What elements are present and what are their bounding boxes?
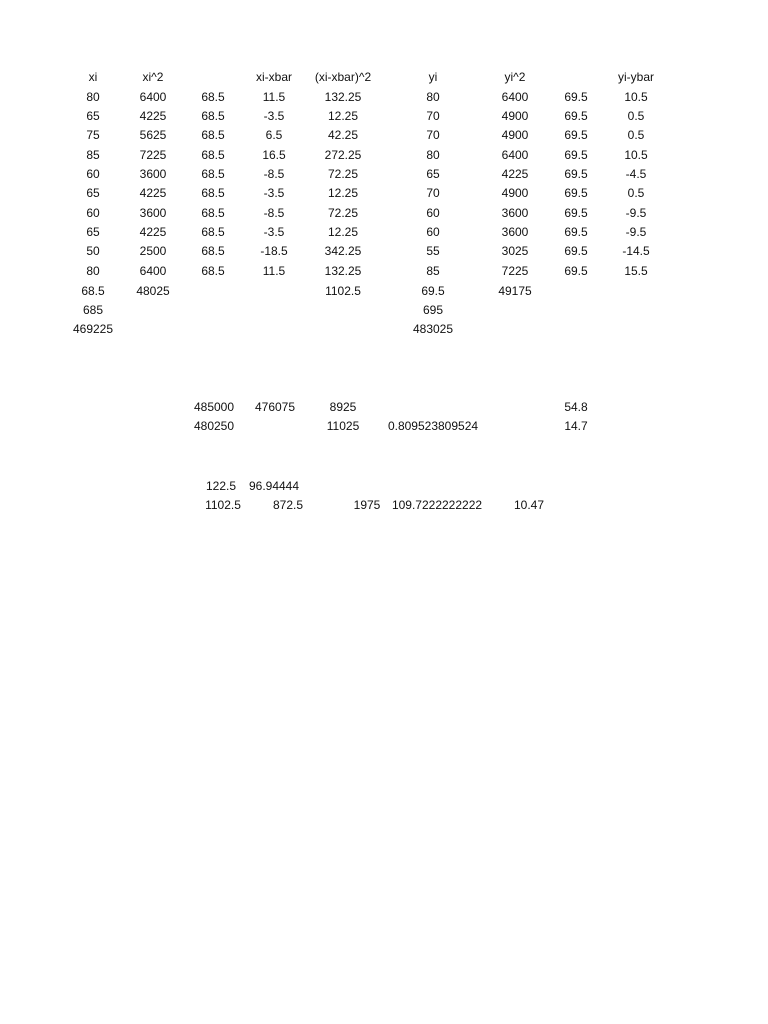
cell-xi: 80 bbox=[86, 264, 100, 278]
cell-xi: 65 bbox=[86, 109, 100, 123]
cell-xi2: 6400 bbox=[139, 264, 167, 278]
cell-xdev2: 42.25 bbox=[327, 128, 359, 142]
calc-value: 1102.5 bbox=[205, 498, 241, 512]
cell-yi: 55 bbox=[426, 244, 440, 258]
cell-xi2: 4225 bbox=[139, 186, 167, 200]
cell-xi2: 3600 bbox=[139, 167, 167, 181]
cell-xdev: -3.5 bbox=[263, 186, 285, 200]
cell-ybar: 69.5 bbox=[564, 148, 588, 162]
cell-xbar: 68.5 bbox=[201, 109, 225, 123]
y-squared-sum: 49175 bbox=[498, 284, 532, 298]
cell-xdev2: 12.25 bbox=[327, 109, 359, 123]
calc-value: 96.94444 bbox=[248, 479, 300, 493]
cell-yi2: 6400 bbox=[501, 90, 529, 104]
cell-xdev: 11.5 bbox=[262, 90, 286, 104]
cell-yi2: 4900 bbox=[501, 186, 529, 200]
cell-ybar: 69.5 bbox=[564, 167, 588, 181]
calc-value: 122.5 bbox=[205, 479, 237, 493]
cell-ybar: 69.5 bbox=[564, 225, 588, 239]
cell-xdev: -8.5 bbox=[263, 206, 285, 220]
cell-yi2: 4225 bbox=[501, 167, 529, 181]
cell-xbar: 68.5 bbox=[201, 186, 225, 200]
cell-ybar: 69.5 bbox=[564, 264, 588, 278]
header-xi-minus-xbar: xi-xbar bbox=[255, 70, 293, 84]
cell-ybar: 69.5 bbox=[564, 109, 588, 123]
cell-xdev2: 342.25 bbox=[324, 244, 362, 258]
header-yi-minus-ybar: yi-ybar bbox=[617, 70, 655, 84]
cell-ydev: 0.5 bbox=[627, 109, 645, 123]
correlation-value: 0.809523809524 bbox=[387, 419, 479, 433]
cell-yi2: 6400 bbox=[501, 148, 529, 162]
cell-xdev: -8.5 bbox=[263, 167, 285, 181]
header-yi-squared: yi^2 bbox=[504, 70, 526, 84]
header-xi: xi bbox=[88, 70, 98, 84]
cell-xi2: 7225 bbox=[139, 148, 167, 162]
cell-xdev2: 132.25 bbox=[324, 90, 362, 104]
x-sum-squared: 469225 bbox=[72, 322, 114, 336]
cell-yi: 70 bbox=[426, 186, 440, 200]
calc-value: 8925 bbox=[329, 400, 357, 414]
cell-ydev: -4.5 bbox=[625, 167, 647, 181]
cell-ydev: -9.5 bbox=[625, 206, 647, 220]
cell-xbar: 68.5 bbox=[201, 128, 225, 142]
cell-xi: 65 bbox=[86, 225, 100, 239]
cell-yi: 65 bbox=[426, 167, 440, 181]
cell-yi: 70 bbox=[426, 128, 440, 142]
cell-ydev: -14.5 bbox=[622, 244, 650, 258]
cell-xi: 75 bbox=[86, 128, 100, 142]
calc-value: 109.7222222222 bbox=[391, 498, 483, 512]
cell-ydev: 0.5 bbox=[627, 128, 645, 142]
cell-xbar: 68.5 bbox=[201, 167, 225, 181]
cell-yi2: 3600 bbox=[501, 225, 529, 239]
cell-yi: 70 bbox=[426, 109, 440, 123]
x-squared-sum: 48025 bbox=[136, 284, 170, 298]
cell-xi: 65 bbox=[86, 186, 100, 200]
cell-xi: 80 bbox=[86, 90, 100, 104]
cell-xbar: 68.5 bbox=[201, 244, 225, 258]
cell-xbar: 68.5 bbox=[201, 264, 225, 278]
cell-ybar: 69.5 bbox=[564, 186, 588, 200]
calc-value: 14.7 bbox=[564, 419, 588, 433]
cell-ydev: -9.5 bbox=[625, 225, 647, 239]
cell-ybar: 69.5 bbox=[564, 206, 588, 220]
cell-xbar: 68.5 bbox=[201, 206, 225, 220]
cell-xdev: -3.5 bbox=[263, 225, 285, 239]
cell-ybar: 69.5 bbox=[564, 244, 588, 258]
y-sum: 695 bbox=[422, 303, 444, 317]
cell-yi2: 4900 bbox=[501, 109, 529, 123]
calc-value: 872.5 bbox=[272, 498, 304, 512]
calc-value: 485000 bbox=[193, 400, 235, 414]
y-sum-squared: 483025 bbox=[412, 322, 454, 336]
cell-ydev: 10.5 bbox=[624, 148, 648, 162]
cell-yi: 60 bbox=[426, 206, 440, 220]
cell-ydev: 10.5 bbox=[624, 90, 648, 104]
calc-value: 11025 bbox=[326, 419, 360, 433]
calc-value: 1975 bbox=[353, 498, 381, 512]
cell-xdev: -3.5 bbox=[263, 109, 285, 123]
header-yi: yi bbox=[428, 70, 438, 84]
cell-xi2: 5625 bbox=[139, 128, 167, 142]
cell-ybar: 69.5 bbox=[564, 128, 588, 142]
cell-xi: 85 bbox=[86, 148, 100, 162]
cell-xi2: 4225 bbox=[139, 225, 167, 239]
cell-yi2: 7225 bbox=[501, 264, 529, 278]
cell-xi2: 3600 bbox=[139, 206, 167, 220]
cell-yi2: 3025 bbox=[501, 244, 529, 258]
cell-yi: 60 bbox=[426, 225, 440, 239]
cell-yi: 80 bbox=[426, 90, 440, 104]
cell-xdev2: 272.25 bbox=[324, 148, 362, 162]
x-deviation-squared-sum: 1102.5 bbox=[325, 284, 361, 298]
calc-value: 54.8 bbox=[564, 400, 588, 414]
cell-xdev: 16.5 bbox=[262, 148, 286, 162]
cell-xdev: -18.5 bbox=[260, 244, 288, 258]
cell-xi2: 4225 bbox=[139, 109, 167, 123]
cell-xi2: 2500 bbox=[139, 244, 167, 258]
cell-ybar: 69.5 bbox=[564, 90, 588, 104]
calc-value: 476075 bbox=[254, 400, 296, 414]
cell-xbar: 68.5 bbox=[201, 90, 225, 104]
cell-xi: 60 bbox=[86, 206, 100, 220]
x-sum: 685 bbox=[82, 303, 104, 317]
cell-yi2: 3600 bbox=[501, 206, 529, 220]
calc-value: 480250 bbox=[193, 419, 235, 433]
cell-ydev: 0.5 bbox=[627, 186, 645, 200]
cell-xdev2: 12.25 bbox=[327, 186, 359, 200]
cell-yi: 80 bbox=[426, 148, 440, 162]
x-mean: 68.5 bbox=[81, 284, 105, 298]
cell-yi: 85 bbox=[426, 264, 440, 278]
cell-xdev2: 12.25 bbox=[327, 225, 359, 239]
cell-xdev: 6.5 bbox=[265, 128, 283, 142]
y-mean: 69.5 bbox=[421, 284, 445, 298]
cell-xi2: 6400 bbox=[139, 90, 167, 104]
cell-xbar: 68.5 bbox=[201, 148, 225, 162]
cell-xdev2: 72.25 bbox=[327, 167, 359, 181]
cell-xdev2: 132.25 bbox=[324, 264, 362, 278]
header-xi-minus-xbar-squared: (xi-xbar)^2 bbox=[314, 70, 372, 84]
cell-xi: 60 bbox=[86, 167, 100, 181]
cell-xdev2: 72.25 bbox=[327, 206, 359, 220]
calc-value: 10.47 bbox=[513, 498, 545, 512]
cell-xdev: 11.5 bbox=[262, 264, 286, 278]
cell-xi: 50 bbox=[86, 244, 100, 258]
cell-ydev: 15.5 bbox=[624, 264, 648, 278]
header-xi-squared: xi^2 bbox=[142, 70, 164, 84]
cell-xbar: 68.5 bbox=[201, 225, 225, 239]
cell-yi2: 4900 bbox=[501, 128, 529, 142]
